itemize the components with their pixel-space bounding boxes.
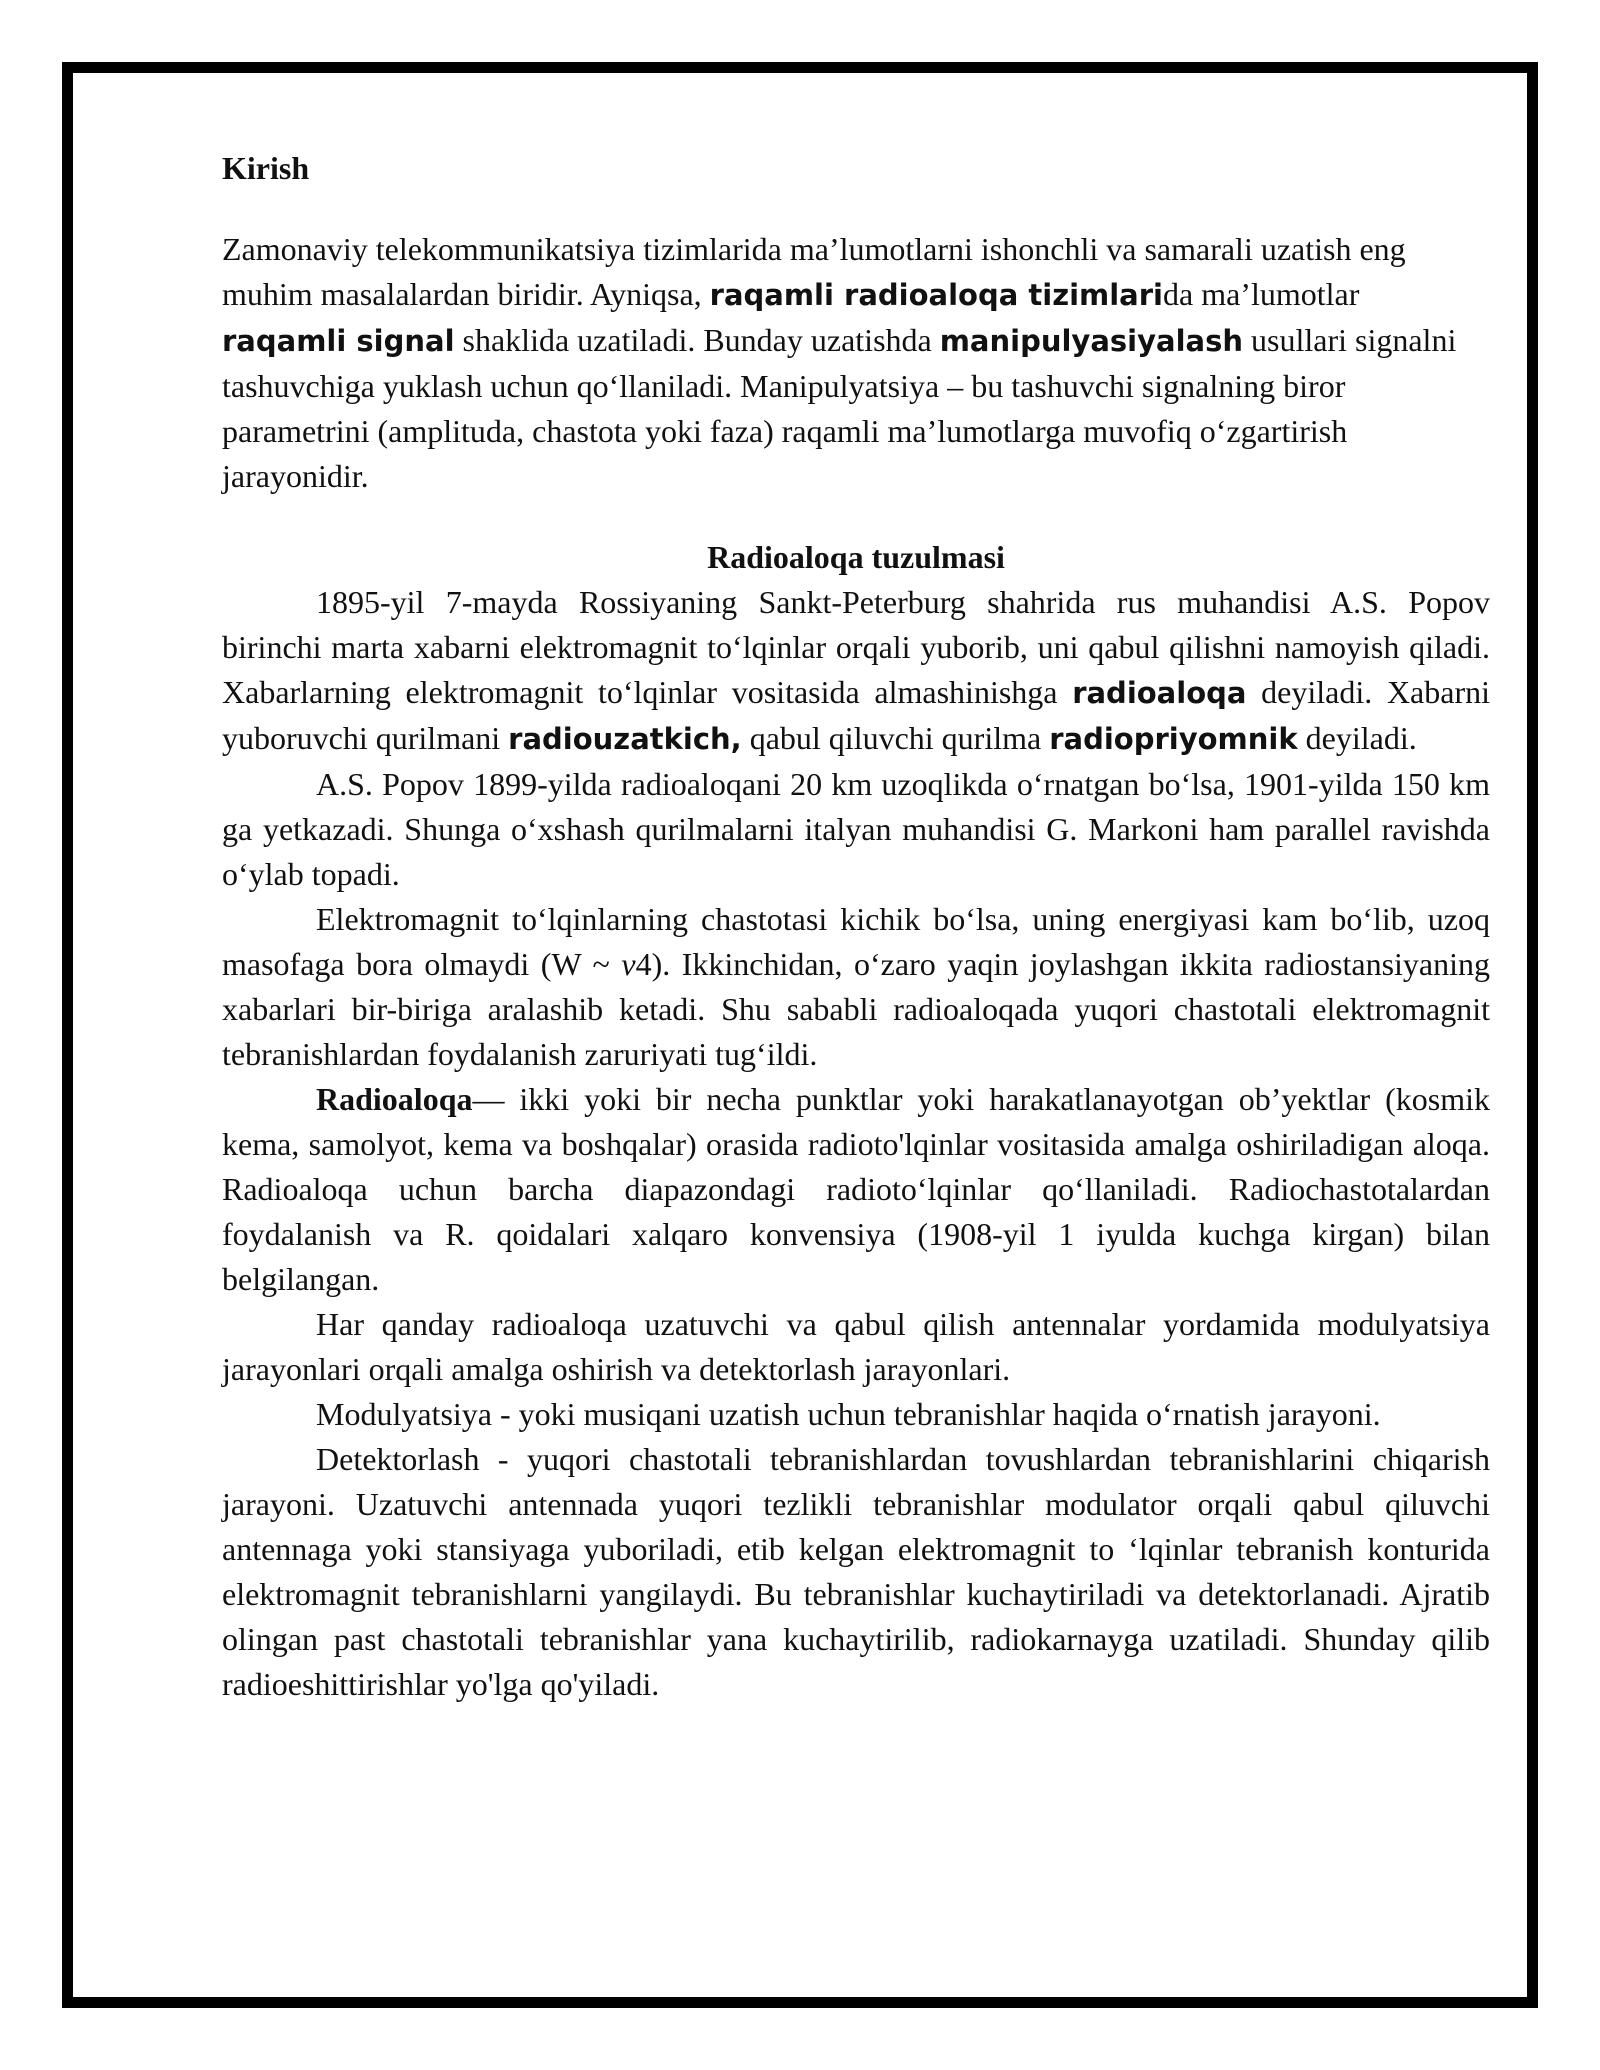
p1-text-1: 1895-yil 7-mayda Rossiyaning Sankt-Peterburg shahrida rus muhandisi A.S. Popov birinchi marta xabarni elektromagnit to‘lqinlar orqali yuborib, uni qabul qilishni namoyish qiladi. Xabarlarning elektromagnit to‘lqinlar vositasida almashinishga [222, 584, 1490, 710]
intro-bold-1: raqamli radioaloqa tizimlari [709, 278, 1163, 312]
paragraph-2: A.S. Popov 1899-yilda radioaloqani 20 km uzoqlikda o‘rnatgan bo‘lsa, 1901-yilda 150 km ga yetkazadi. Shunga o‘xshash qurilmalarni italyan muhandisi G. Markoni ham parallel ravishda o‘ylab topadi. [222, 766, 1490, 892]
p1-text-3: qabul qiluvchi qurilma [741, 720, 1050, 756]
intro-paragraph [222, 227, 1490, 499]
p1-bold-2: radiouzatkich, [508, 722, 742, 756]
paragraph-3 [222, 897, 1490, 1077]
document-body [222, 146, 1490, 1707]
intro-text-1: Zamonaviy telekommunikatsiya tizimlarida ma’lumotlarni ishonchli va samarali uzatish eng muhim masalalardan biridir. Ayniqsa, [222, 231, 1406, 312]
p1-bold-3: radiopriyomnik [1049, 722, 1298, 756]
paragraph-7: Detektorlash - yuqori chastotali tebranishlardan tovushlardan tebranishlarini chiqarish jarayoni. Uzatuvchi antennada yuqori tezlikli tebranishlar modulator orqali qabul qiluvchi antennaga yoki stansiyaga yuboriladi, etib kelgan elektromagnit to ‘lqinlar tebranish konturida elektromagnit tebranishlarni yangilaydi. Bu tebranishlar kuchaytiriladi va detektorlanadi. Ajratib olingan past chastotali tebranishlar yana kuchaytirilib, radiokarnayga uzatiladi. Shunday qilib radioeshittirishlar yo'lga qo'yiladi. [222, 1441, 1490, 1702]
paragraph-6: Modulyatsiya - yoki musiqani uzatish uchun tebranishlar haqida o‘rnatish jarayoni. [316, 1396, 1381, 1432]
paragraph-4 [222, 1077, 1490, 1302]
paragraph-5: Har qanday radioaloqa uzatuvchi va qabul qilish antennalar yordamida modulyatsiya jarayonlari orqali amalga oshirish va detektorlash jarayonlari. [222, 1306, 1490, 1387]
intro-text-3: shaklida uzatiladi. Bunday uzatishda [454, 322, 940, 358]
p4-bold-1: Radioaloqa [316, 1081, 473, 1117]
intro-bold-3: manipulyasiyalash [939, 324, 1244, 358]
intro-text-2: da ma’lumotlar [1162, 276, 1360, 312]
intro-text-4: usullari signalni tashuvchiga yuklash uchun qo‘llaniladi. Manipulyatsiya – bu tashuvchi signalning biror parametrini (amplituda, chastota yoki faza) raqamli ma’lumotlarga muvofiq o‘zgartirish jarayonidir. [222, 322, 1457, 494]
paragraph-1 [222, 580, 1490, 762]
intro-bold-2: raqamli signal [222, 324, 455, 358]
p1-text-2: deyiladi. Xabarni yuboruvchi qurilmani [222, 674, 1490, 756]
section-title: Radioaloqa tuzulmasi [707, 539, 1005, 575]
p4-text-1: — ikki yoki bir necha punktlar yoki harakatlanayotgan ob’yektlar (kosmik kema, samolyot, kema va boshqalar) orasida radioto'lqinlar vositasida amalga oshiriladigan aloqa. Radioaloqa uchun barcha diapazondagi radioto‘lqinlar qo‘llaniladi. Radiochastotalardan foydalanish va R. qoidalari xalqaro konvensiya (1908-yil 1 iyulda kuchga kirgan) bilan belgilangan. [222, 1081, 1490, 1297]
p3-text-1: Elektromagnit to‘lqinlarning chastotasi kichik bo‘lsa, uning energiyasi kam bo‘lib, uzoq masofaga bora olmaydi (W ~ [222, 901, 1490, 982]
heading-kirish: Kirish [222, 150, 310, 186]
p1-text-4: deyiladi. [1297, 720, 1417, 756]
p3-text-2: 4). Ikkinchidan, o‘zaro yaqin joylashgan ikkita radiostansiyaning xabarlari bir-biriga aralashib ketadi. Shu sababli radioaloqada yuqori chastotali elektromagnit tebranishlardan foydalanish zaruriyati tug‘ildi. [222, 946, 1491, 1072]
p3-italic: v [621, 946, 636, 982]
p1-bold-1: radioaloqa [1072, 676, 1247, 710]
